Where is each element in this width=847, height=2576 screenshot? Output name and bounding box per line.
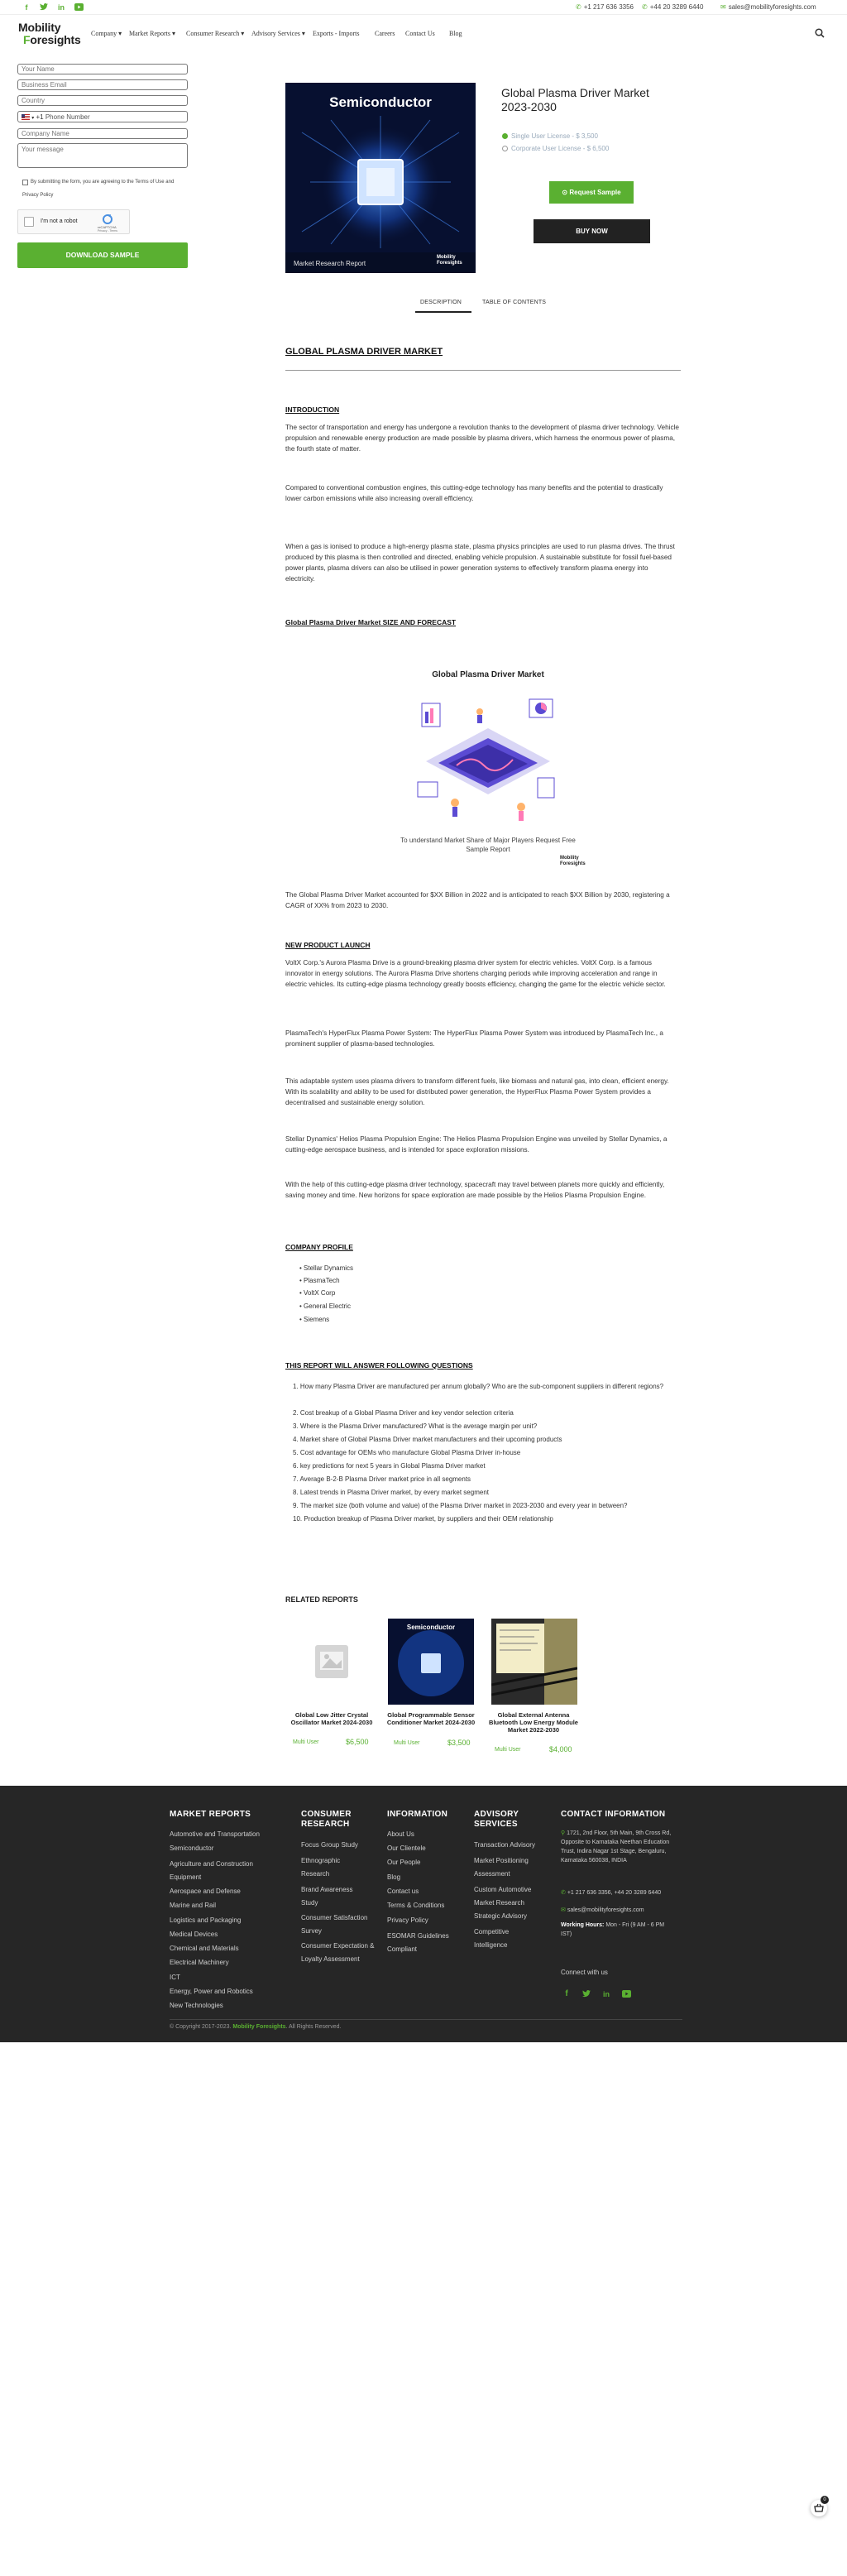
footer-link[interactable]: Terms & Conditions	[387, 1902, 445, 1909]
nav-consumer-research[interactable]	[186, 30, 244, 37]
footer-email[interactable]	[561, 1906, 644, 1915]
nav-label: Contact Us	[405, 30, 435, 37]
question-item	[293, 1422, 682, 1432]
company-name: Stellar Dynamics	[304, 1264, 354, 1272]
intro-heading: INTRODUCTION	[285, 405, 340, 414]
chevron-down-icon: ▾	[118, 30, 122, 37]
intro-paragraph-3: When a gas is ionised to produce a high-energy plasma state, plasma physics principles are used to run plasma drives. The thrust produced by this plasma is then controlled and directed, enabling vehicle propulsion. A sustainable substitute for fossil fuel-based power plants, plasma drivers can also be utilised in power generation systems to effectively transform plasma energy into electricity.	[285, 543, 675, 583]
footer-link[interactable]: Our People	[387, 1859, 421, 1866]
nav-market-reports[interactable]	[129, 30, 175, 37]
question-text: Production breakup of Plasma Driver market, by suppliers and their OEM relationship	[304, 1515, 553, 1523]
footer-consumer-research-heading: CONSUMER RESEARCH	[301, 1810, 352, 1829]
name-field[interactable]	[17, 64, 188, 74]
nav-label: Blog	[449, 30, 462, 37]
related-report-price: $4,000	[549, 1745, 572, 1753]
cover-logo-line2: Foresights	[437, 261, 462, 266]
phone-icon: ✆	[642, 3, 648, 11]
facebook-icon[interactable]: f	[565, 1989, 568, 1998]
question-text: How many Plasma Driver are manufactured per annum globally? Who are the sub-component suppliers in different regions?	[299, 1383, 664, 1390]
related-report-image[interactable]	[491, 1619, 577, 1705]
linkedin-icon[interactable]: in	[603, 1990, 610, 1998]
company-profile-heading: COMPANY PROFILE	[285, 1243, 353, 1251]
footer-link[interactable]: Medical Devices	[170, 1931, 218, 1938]
search-icon[interactable]	[815, 27, 825, 37]
product-title-line2: 2023-2030	[501, 100, 557, 113]
question-item	[293, 1475, 682, 1485]
question-item	[293, 1514, 682, 1524]
hours-text: Mon - Fri (9 AM - 6 PM IST)	[561, 1922, 665, 1937]
footer-link[interactable]: Ethnographic Research	[301, 1857, 341, 1878]
phone-field[interactable]	[17, 111, 188, 122]
chevron-down-icon: ▾	[301, 30, 305, 37]
intro-paragraph-1: The sector of transportation and energy has undergone a revolution thanks to the development of plasma driver technology. Vehicle propulsion and renewable energy production are made possible by plasma drivers, which harness the enormous power of plasma, the fourth state of matter.	[285, 424, 679, 453]
product-cover-image	[285, 83, 476, 273]
intro-paragraph-2: Compared to conventional combustion engines, this cutting-edge technology has many benefits and the potential to drastically lower carbon emissions while also increasing overall efficiency.	[285, 484, 663, 502]
captcha-checkbox[interactable]	[24, 217, 34, 227]
youtube-icon[interactable]	[622, 1990, 630, 1998]
infographic-title: Global Plasma Driver Market	[432, 670, 544, 679]
isometric-illustration	[405, 687, 571, 832]
infographic-logo-line1: Mobility	[560, 856, 579, 861]
cart-count-badge: 0	[821, 2496, 829, 2504]
question-text: Average B-2-B Plasma Driver market price in all segments	[299, 1475, 471, 1483]
logo-accent-letter: F	[23, 33, 31, 46]
us-flag-icon[interactable]	[22, 114, 30, 120]
question-text: Latest trends in Plasma Driver market, by every market segment	[299, 1489, 489, 1496]
captcha-label: I'm not a robot	[41, 218, 78, 224]
nav-contact-us[interactable]	[405, 30, 435, 37]
heading-divider	[285, 370, 681, 371]
email-link[interactable]	[720, 3, 816, 11]
recaptcha-widget	[17, 209, 130, 234]
chevron-down-icon: ▾	[241, 30, 245, 37]
nav-label: Exports - Imports	[313, 30, 360, 37]
related-reports-heading: RELATED REPORTS	[285, 1595, 358, 1604]
question-item	[293, 1435, 682, 1445]
question-number: 5.	[293, 1449, 299, 1456]
question-number: 6.	[293, 1462, 299, 1470]
company-name: Siemens	[304, 1316, 330, 1323]
footer-link[interactable]: Energy, Power and Robotics	[170, 1988, 253, 1995]
related-report-title[interactable]: Global Low Jitter Crystal Oscillator Market 2024-2030	[290, 1711, 373, 1726]
footer-phones-text: +1 217 636 3356, +44 20 3289 6440	[567, 1890, 662, 1896]
footer-link[interactable]: Automotive and Transportation	[170, 1830, 260, 1838]
footer-link[interactable]: New Technologies	[170, 2002, 223, 2009]
footer-link[interactable]: Privacy Policy	[387, 1916, 428, 1924]
request-sample-button[interactable]	[549, 181, 634, 204]
company-name: VoltX Corp	[304, 1289, 336, 1297]
copyright-pre: © Copyright 2017-2023.	[170, 2024, 233, 2030]
tab-table-of-contents[interactable]: TABLE OF CONTENTS	[482, 300, 547, 305]
infographic-logo	[560, 856, 586, 867]
question-number: 8.	[293, 1489, 299, 1496]
question-number: 3.	[293, 1422, 299, 1430]
email-text: sales@mobilityforesights.com	[728, 3, 816, 11]
copyright-brand[interactable]: Mobility Foresights	[232, 2024, 286, 2030]
question-number: 10.	[293, 1515, 303, 1523]
phone-us-text: +1 217 636 3356	[583, 3, 634, 11]
related-report-image[interactable]	[388, 1619, 474, 1705]
question-item	[293, 1501, 682, 1511]
footer-address-text: 1721, 2nd Floor, 5th Main, 9th Cross Rd, Opposite to Karnataka Neethan Education Trust, Indira Nagar 1st Stage, Bengaluru, Karnataka 560038, INDIA	[561, 1830, 672, 1864]
footer-link[interactable]: Semiconductor	[170, 1844, 214, 1852]
question-text: Where is the Plasma Driver manufactured? What is the average margin per unit?	[299, 1422, 538, 1430]
connect-with-us: Connect with us	[561, 1969, 608, 1976]
footer-divider	[170, 2019, 682, 2020]
question-number: 7.	[293, 1475, 299, 1483]
facebook-icon[interactable]: f	[25, 3, 28, 12]
company-list-item: • VoltX Corp	[299, 1289, 336, 1297]
footer-link[interactable]: Agriculture and Construction Equipment	[170, 1860, 253, 1881]
twitter-icon[interactable]	[40, 3, 48, 12]
launch-paragraph-2: PlasmaTech's HyperFlux Plasma Power System: The HyperFlux Plasma Power System was introduced by PlasmaTech Inc., a prominent supplier of plasma-based technologies.	[285, 1029, 663, 1048]
related-report-price: $6,500	[346, 1738, 369, 1746]
company-name: General Electric	[304, 1302, 351, 1310]
mail-icon: ✉	[561, 1907, 566, 1913]
phone-uk[interactable]	[642, 3, 703, 11]
footer-market-reports-heading: MARKET REPORTS	[170, 1810, 251, 1819]
product-title	[501, 86, 683, 114]
footer-link[interactable]: Custom Automotive Market Research	[474, 1886, 532, 1907]
top-bar	[0, 0, 847, 15]
footer-link[interactable]: Strategic Advisory	[474, 1912, 528, 1920]
cover-caption: Market Research Report	[294, 260, 366, 267]
privacy-policy-link[interactable]: Privacy Policy	[22, 193, 54, 198]
youtube-icon[interactable]	[74, 3, 83, 12]
logo-line1: Mobility	[18, 21, 61, 34]
footer-link[interactable]: Transaction Advisory	[474, 1841, 535, 1849]
company-list-item: • PlasmaTech	[299, 1277, 340, 1284]
nav-careers[interactable]	[375, 30, 395, 37]
question-number: 4.	[293, 1436, 299, 1443]
copyright-post: . All Rights Reserved.	[285, 2024, 342, 2030]
recaptcha-logo-icon	[102, 213, 113, 223]
location-pin-icon: ⚲	[561, 1830, 566, 1836]
footer-link[interactable]: Consumer Expectation & Loyalty Assessment	[301, 1942, 375, 1963]
footer-link[interactable]: Blog	[387, 1873, 401, 1881]
phone-icon: ✆	[576, 3, 581, 11]
nav-label: Advisory Services	[251, 30, 300, 37]
footer-link[interactable]: Our Clientele	[387, 1844, 426, 1852]
cover-logo	[437, 255, 462, 266]
related-report-license: Multi User	[394, 1740, 420, 1746]
chevron-down-icon: ▾	[172, 30, 176, 37]
phone-uk-text: +44 20 3289 6440	[649, 3, 704, 11]
question-text: Cost breakup of a Global Plasma Driver and key vendor selection criteria	[299, 1409, 514, 1417]
message-field[interactable]	[17, 143, 188, 168]
cover-title: Semiconductor	[329, 94, 432, 110]
size-forecast-heading: Global Plasma Driver Market SIZE AND FORECAST	[285, 618, 457, 626]
product-launch-heading: NEW PRODUCT LAUNCH	[285, 941, 371, 949]
footer-advisory-heading: ADVISORY SERVICES	[474, 1810, 519, 1829]
consent-text: By submitting the form, you are agreeing to the Terms of Use and	[31, 180, 175, 185]
phone-icon: ✆	[561, 1890, 566, 1896]
logo-line2	[23, 33, 81, 46]
infographic-caption-2[interactable]: Sample Report	[466, 846, 510, 853]
related-report-title[interactable]: Global Programmable Sensor Conditioner Market 2024-2030	[386, 1711, 476, 1726]
footer-link[interactable]: Competitive Intelligence	[474, 1928, 510, 1949]
request-sample-label: Request Sample	[569, 189, 621, 196]
buy-now-button[interactable]: BUY NOW	[534, 219, 650, 243]
related-report-license: Multi User	[293, 1739, 319, 1745]
question-text: Market share of Global Plasma Driver market manufacturers and their upcoming products	[299, 1436, 562, 1443]
nav-label: Market Reports	[129, 30, 170, 37]
question-text: key predictions for next 5 years in Global Plasma Driver market	[299, 1462, 486, 1470]
question-number: 1.	[293, 1383, 299, 1390]
footer-hours	[561, 1921, 677, 1939]
twitter-icon[interactable]	[582, 1990, 591, 1998]
company-list-item: • Stellar Dynamics	[299, 1264, 354, 1272]
question-number: 2.	[293, 1409, 299, 1417]
footer-link[interactable]: Aerospace and Defense	[170, 1888, 241, 1895]
nav-advisory-services[interactable]	[251, 30, 305, 37]
captcha-sub[interactable]: Privacy - Terms	[98, 229, 118, 233]
company-list-item: • Siemens	[299, 1316, 330, 1323]
question-item	[293, 1448, 682, 1458]
site-footer	[0, 1786, 847, 2042]
infographic-logo-line2: Foresights	[560, 861, 586, 866]
phone-placeholder: Phone Number	[45, 113, 90, 121]
phone-us[interactable]	[576, 3, 634, 11]
related-report-license: Multi User	[495, 1747, 521, 1753]
nav-company[interactable]	[91, 30, 122, 37]
launch-paragraph-1: VoltX Corp.'s Aurora Plasma Drive is a ground-breaking plasma driver system for electric vehicles. VoltX Corp. is a famous innovator in energy solutions. The Aurora Plasma Drive shortens charging periods while improving acceleration and range in electric vehicles. Its cutting-edge plasma technology greatly boosts efficiency, changing the game for the electric vehicle sector.	[285, 959, 666, 988]
related-report-image[interactable]	[289, 1619, 375, 1705]
nav-label: Careers	[375, 30, 395, 37]
tab-description[interactable]	[420, 300, 462, 305]
corporate-license-label: Corporate User License - $ 6,500	[511, 145, 610, 152]
nav-exports-imports[interactable]	[313, 30, 359, 37]
related-report-title[interactable]: Global External Antenna Bluetooth Low Energy Module Market 2022-2030	[489, 1711, 578, 1734]
footer-link[interactable]: Marine and Rail	[170, 1902, 217, 1909]
launch-paragraph-3: This adaptable system uses plasma drivers to transform different fuels, like biomass and natural gas, into clean, efficient energy. With its scalability and ability to be used for distributed power generation, the HyperFlux Plasma Power System provides a decentralised and sustainable energy solution.	[285, 1077, 669, 1106]
chevron-down-icon: ▾	[31, 116, 35, 121]
related-report-price: $3,500	[447, 1739, 471, 1747]
tab-label: DESCRIPTION	[420, 300, 462, 305]
question-item	[293, 1382, 682, 1392]
question-item	[293, 1461, 682, 1471]
linkedin-icon[interactable]: in	[58, 3, 65, 12]
footer-link[interactable]: ESOMAR Guidelines Compliant	[387, 1932, 449, 1953]
company-field[interactable]	[17, 128, 188, 139]
question-item	[293, 1488, 682, 1498]
footer-link[interactable]: Chemical and Materials	[170, 1945, 239, 1952]
footer-link[interactable]: Contact us	[387, 1888, 419, 1895]
cover-logo-line1: Mobility	[437, 255, 456, 260]
consent-checkbox[interactable]	[22, 180, 28, 185]
footer-address	[561, 1829, 675, 1865]
infographic-caption-1: To understand Market Share of Major Players Request Free	[400, 837, 576, 844]
image-placeholder-icon	[289, 1619, 375, 1705]
main-heading: GLOBAL PLASMA DRIVER MARKET	[285, 347, 443, 357]
download-icon: ⊙	[562, 189, 568, 196]
question-text: The market size (both volume and value) of the Plasma Driver market in 2023-2030 and every year in between?	[299, 1502, 628, 1509]
company-name: PlasmaTech	[304, 1277, 340, 1284]
questions-heading: THIS REPORT WILL ANSWER FOLLOWING QUESTIONS	[285, 1361, 473, 1370]
footer-phones[interactable]	[561, 1888, 661, 1897]
footer-link[interactable]: Consumer Satisfaction Survey	[301, 1914, 368, 1935]
email-field[interactable]	[17, 79, 188, 90]
launch-paragraph-4: Stellar Dynamics' Helios Plasma Propulsion Engine: The Helios Plasma Propulsion Engine was unveiled by Stellar Dynamics, a cutting-edge aerospace business, and is intended for space exploration missions.	[285, 1135, 668, 1154]
country-field[interactable]	[17, 95, 188, 106]
footer-link[interactable]: About Us	[387, 1830, 414, 1838]
mail-icon: ✉	[720, 3, 726, 11]
footer-link[interactable]: Focus Group Study	[301, 1841, 358, 1849]
footer-link[interactable]: Brand Awareness Study	[301, 1886, 353, 1907]
cart-button[interactable]	[811, 2497, 827, 2516]
footer-link[interactable]: Logistics and Packaging	[170, 1916, 242, 1924]
product-title-line1: Global Plasma Driver Market	[501, 86, 649, 99]
nav-label: Consumer Research	[186, 30, 240, 37]
copyright	[170, 2024, 341, 2030]
launch-paragraph-5: With the help of this cutting-edge plasma driver technology, spacecraft may travel between planets more quickly and efficiently, saving money and time. New horizons for space exploration are made possible by the Helios Plasma Propulsion Engine.	[285, 1181, 665, 1199]
phone-code: +1	[36, 113, 44, 121]
single-license-radio[interactable]	[502, 133, 508, 139]
nav-label: Company	[91, 30, 117, 37]
captcha-brand: reCAPTCHA	[98, 225, 117, 229]
download-sample-button[interactable]: DOWNLOAD SAMPLE	[17, 242, 188, 268]
hours-label: Working Hours:	[561, 1922, 605, 1928]
logo-rest: oresights	[30, 33, 81, 46]
company-list-item: • General Electric	[299, 1302, 351, 1310]
single-license-label: Single User License - $ 3,500	[511, 132, 598, 140]
market-infographic	[376, 666, 600, 869]
question-item	[293, 1408, 682, 1418]
footer-link[interactable]: ICT	[170, 1974, 180, 1981]
footer-link[interactable]: Electrical Machinery	[170, 1959, 229, 1966]
question-number: 9.	[293, 1502, 299, 1509]
corporate-license-radio[interactable]	[502, 146, 508, 151]
question-text: Cost advantage for OEMs who manufacture Global Plasma Driver in-house	[299, 1449, 521, 1456]
footer-information-heading: INFORMATION	[387, 1810, 448, 1819]
footer-email-text: sales@mobilityforesights.com	[567, 1907, 644, 1913]
size-paragraph: The Global Plasma Driver Market accounted for $XX Billion in 2022 and is anticipated to reach $XX Billion by 2030, registering a CAGR of XX% from 2023 to 2030.	[285, 891, 670, 909]
nav-blog[interactable]	[449, 30, 462, 37]
footer-contact-heading: CONTACT INFORMATION	[561, 1810, 666, 1819]
related-cover-title: Semiconductor	[406, 1624, 456, 1631]
footer-link[interactable]: Market Positioning Assessment	[474, 1857, 529, 1878]
